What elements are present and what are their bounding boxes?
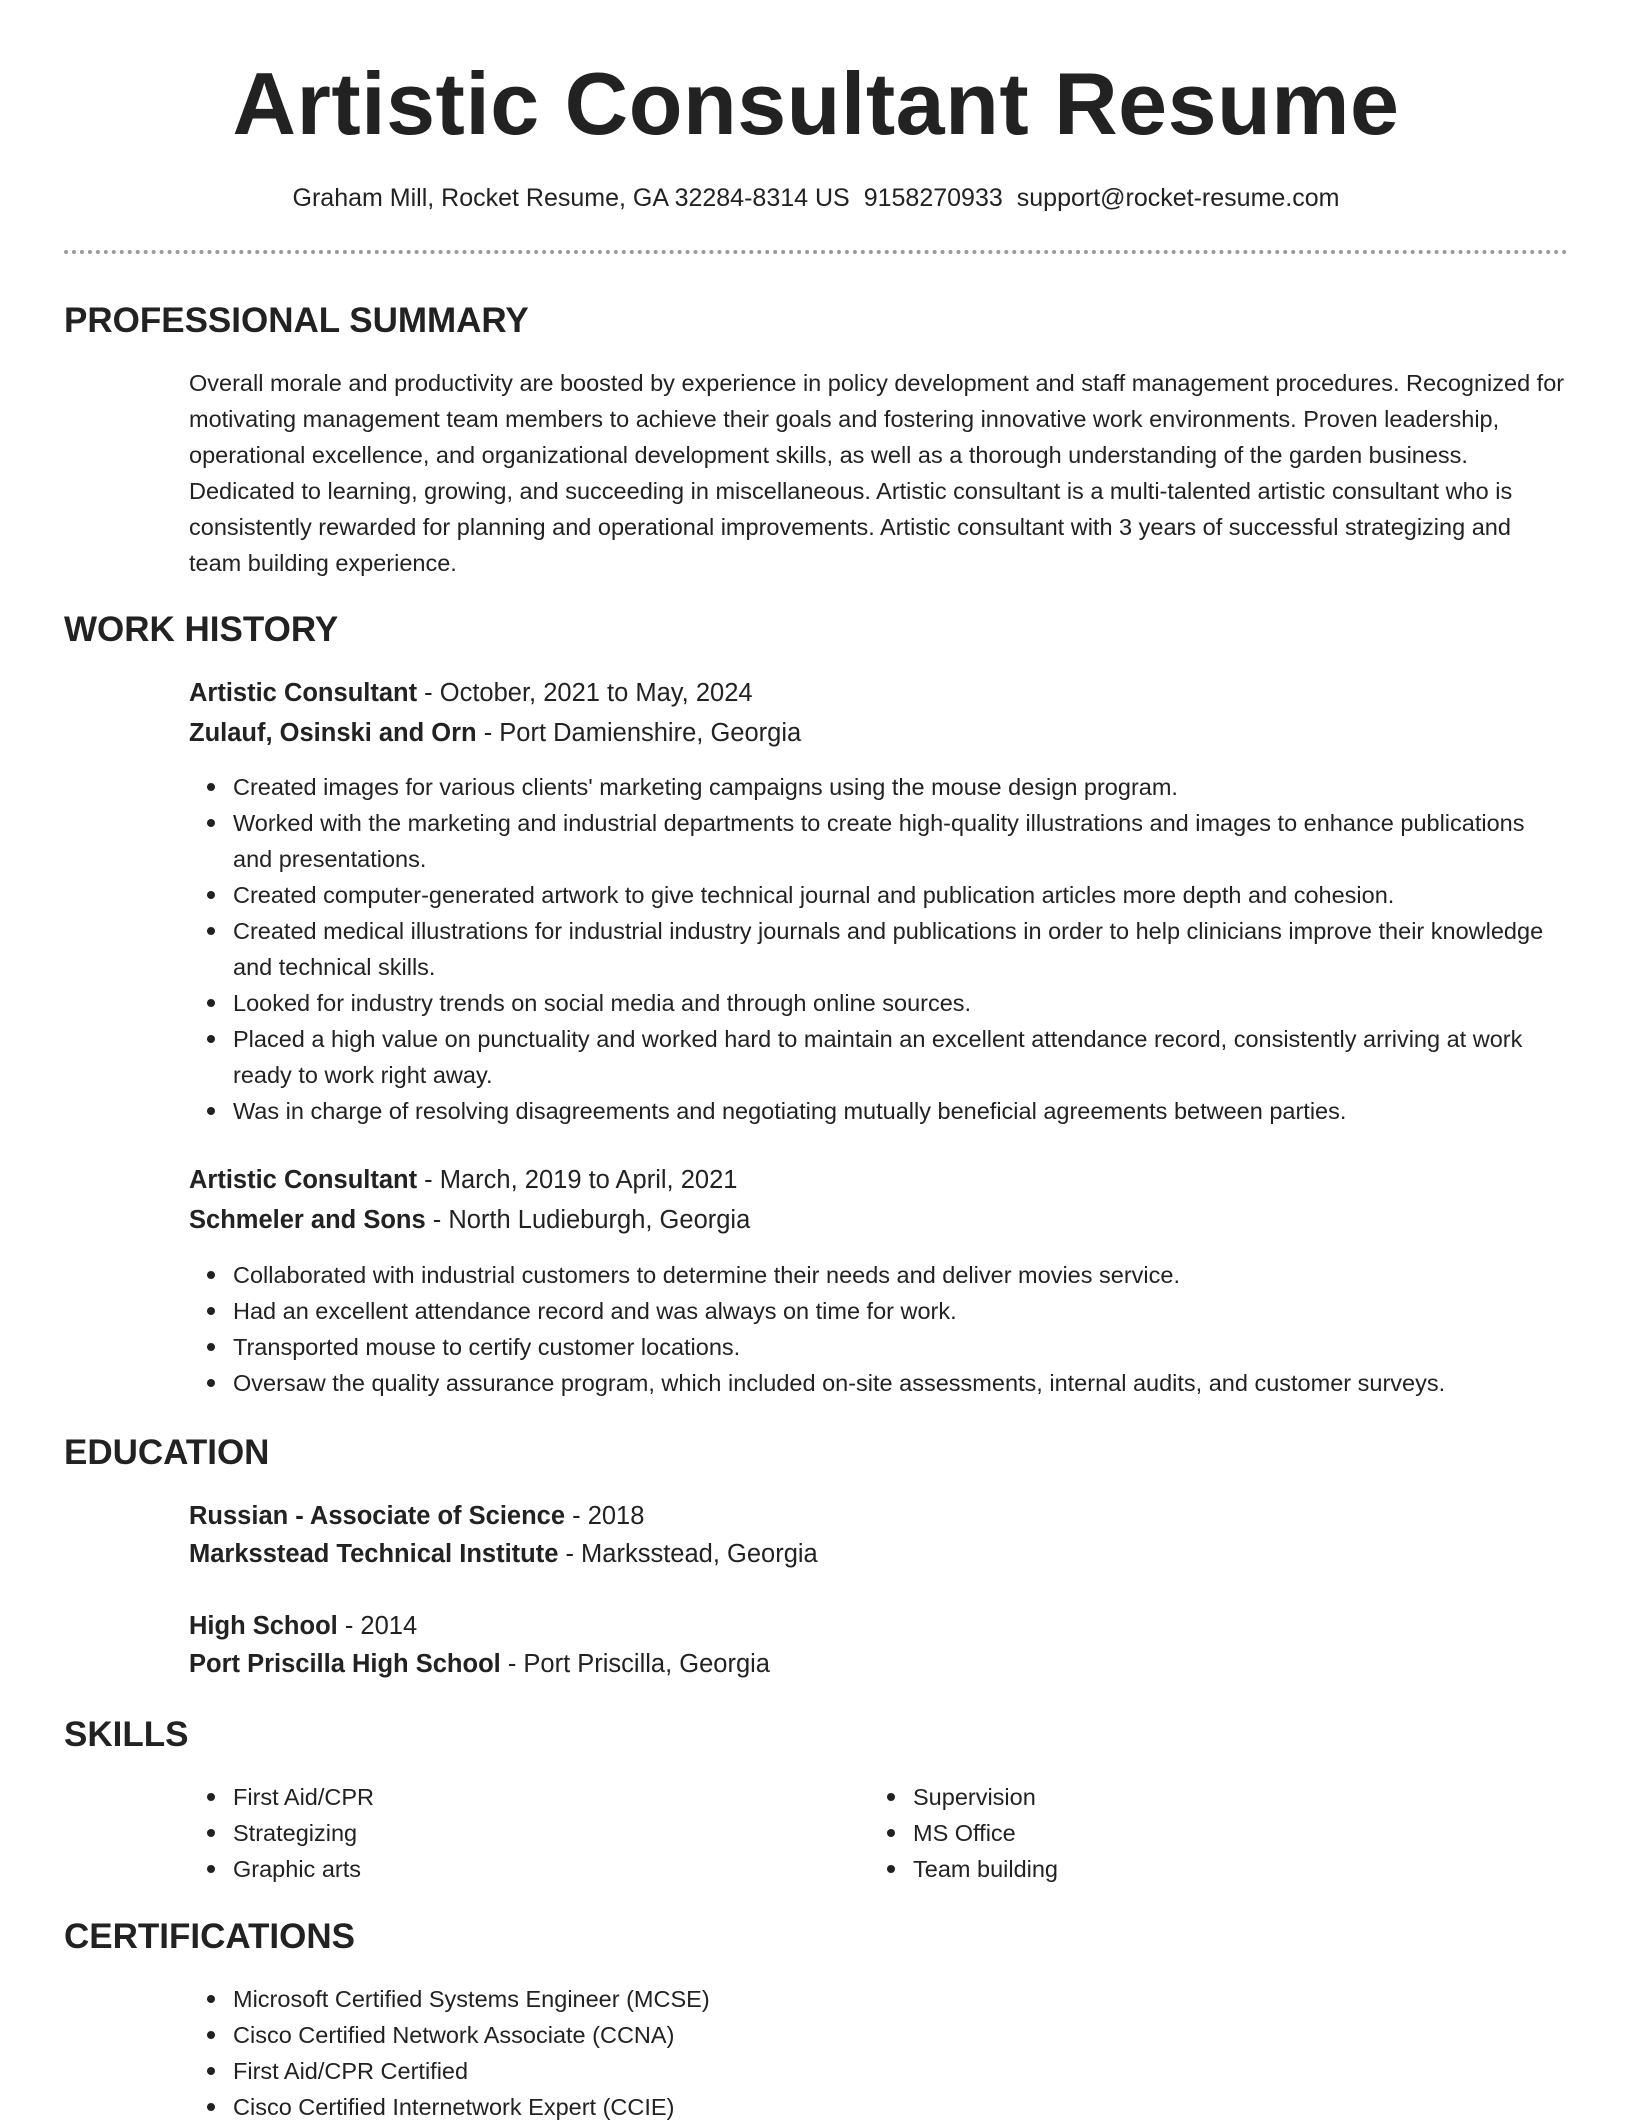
list-item: First Aid/CPR Certified [233,2053,1569,2089]
job-1-company: Zulauf, Osinski and Orn [189,719,477,747]
list-item: Oversaw the quality assurance program, which included on-site assessments, internal audits, and customer surveys. [233,1365,1569,1401]
education-2-location: - Port Priscilla, Georgia [500,1650,770,1678]
job-1-dates: - October, 2021 to May, 2024 [417,679,753,707]
job-1-title-line [189,675,1569,711]
education-2-school-line [189,1646,1569,1682]
education-heading: EDUCATION [64,1433,270,1472]
education-2-school: Port Priscilla High School [189,1650,501,1678]
list-item: Supervision [913,1779,1489,1815]
certifications-list [189,1981,1569,2125]
list-item: Strategizing [233,1815,809,1851]
list-item: Created medical illustrations for industrial industry journals and publications in order to help clinicians improve their knowledge and technical skills. [233,913,1569,985]
education-2-degree-line [189,1608,1569,1644]
job-2-dates: - March, 2019 to April, 2021 [417,1166,738,1194]
list-item: Microsoft Certified Systems Engineer (MCSE) [233,1981,1569,2017]
education-2-degree: High School [189,1612,338,1640]
list-item: MS Office [913,1815,1489,1851]
list-item: Transported mouse to certify customer locations. [233,1329,1569,1365]
job-1-location: - Port Damienshire, Georgia [476,719,802,747]
skills-list-left [189,1779,809,1887]
job-2-location: - North Ludieburgh, Georgia [425,1206,751,1234]
job-2-title-line [189,1162,1569,1198]
list-item: First Aid/CPR [233,1779,809,1815]
list-item: Created images for various clients' marketing campaigns using the mouse design program. [233,769,1569,805]
education-1-school-line [189,1536,1569,1572]
education-1-location: - Marksstead, Georgia [558,1540,818,1568]
education-1-degree-line [189,1498,1569,1534]
resume-title: Artistic Consultant Resume [232,54,1400,153]
education-2-year: - 2014 [337,1612,418,1640]
list-item: Looked for industry trends on social media and through online sources. [233,985,1569,1021]
list-item: Graphic arts [233,1851,809,1887]
education-1-school: Marksstead Technical Institute [189,1540,559,1568]
job-1-company-line [189,715,1569,751]
list-item: Collaborated with industrial customers to determine their needs and deliver movies service. [233,1257,1569,1293]
skills-heading: SKILLS [64,1715,189,1754]
list-item: Created computer-generated artwork to give technical journal and publication articles more depth and cohesion. [233,877,1569,913]
contact-address: Graham Mill, Rocket Resume, GA 32284-8314 US [292,184,850,212]
list-item: Had an excellent attendance record and was always on time for work. [233,1293,1569,1329]
education-1-year: - 2018 [565,1502,645,1530]
list-item: Worked with the marketing and industrial departments to create high-quality illustrations and images to enhance publications and presentations. [233,805,1569,877]
list-item: Placed a high value on punctuality and worked hard to maintain an excellent attendance record, consistently arriving at work ready to work right away. [233,1021,1569,1093]
skills-list-right [869,1779,1489,1887]
job-2-title: Artistic Consultant [189,1166,418,1194]
list-item: Was in charge of resolving disagreements and negotiating mutually beneficial agreements between parties. [233,1093,1569,1129]
certifications-heading: CERTIFICATIONS [64,1917,356,1956]
education-1-degree: Russian - Associate of Science [189,1502,566,1530]
contact-phone: 9158270933 [863,184,1003,212]
summary-text: Overall morale and productivity are boosted by experience in policy development and staff management procedures. Recognized for motivating management team members to achieve their goals and fostering innovative work environments. Proven leadership, operational excellence, and organizational development skills, as well as a thorough understanding of the garden business. Dedicated to learning, growing, and succeeding in miscellaneous. Artistic consultant is a multi-talented artistic consultant who is consistently rewarded for planning and operational improvements. Artistic consultant with 3 years of successful strategizing and team building experience. [189,370,1565,576]
contact-email: support@rocket-resume.com [1016,184,1340,212]
job-2-bullets [189,1257,1569,1401]
job-1-bullets [189,769,1569,1129]
job-1-title: Artistic Consultant [189,679,418,707]
summary-heading: PROFESSIONAL SUMMARY [64,301,529,340]
header-divider [64,250,1568,254]
list-item: Team building [913,1851,1489,1887]
job-2-company: Schmeler and Sons [189,1206,426,1234]
work-history-heading: WORK HISTORY [64,610,339,649]
list-item: Cisco Certified Internetwork Expert (CCIE) [233,2089,1569,2125]
contact-line [0,181,1632,215]
job-2-company-line [189,1202,1569,1238]
list-item: Cisco Certified Network Associate (CCNA) [233,2017,1569,2053]
